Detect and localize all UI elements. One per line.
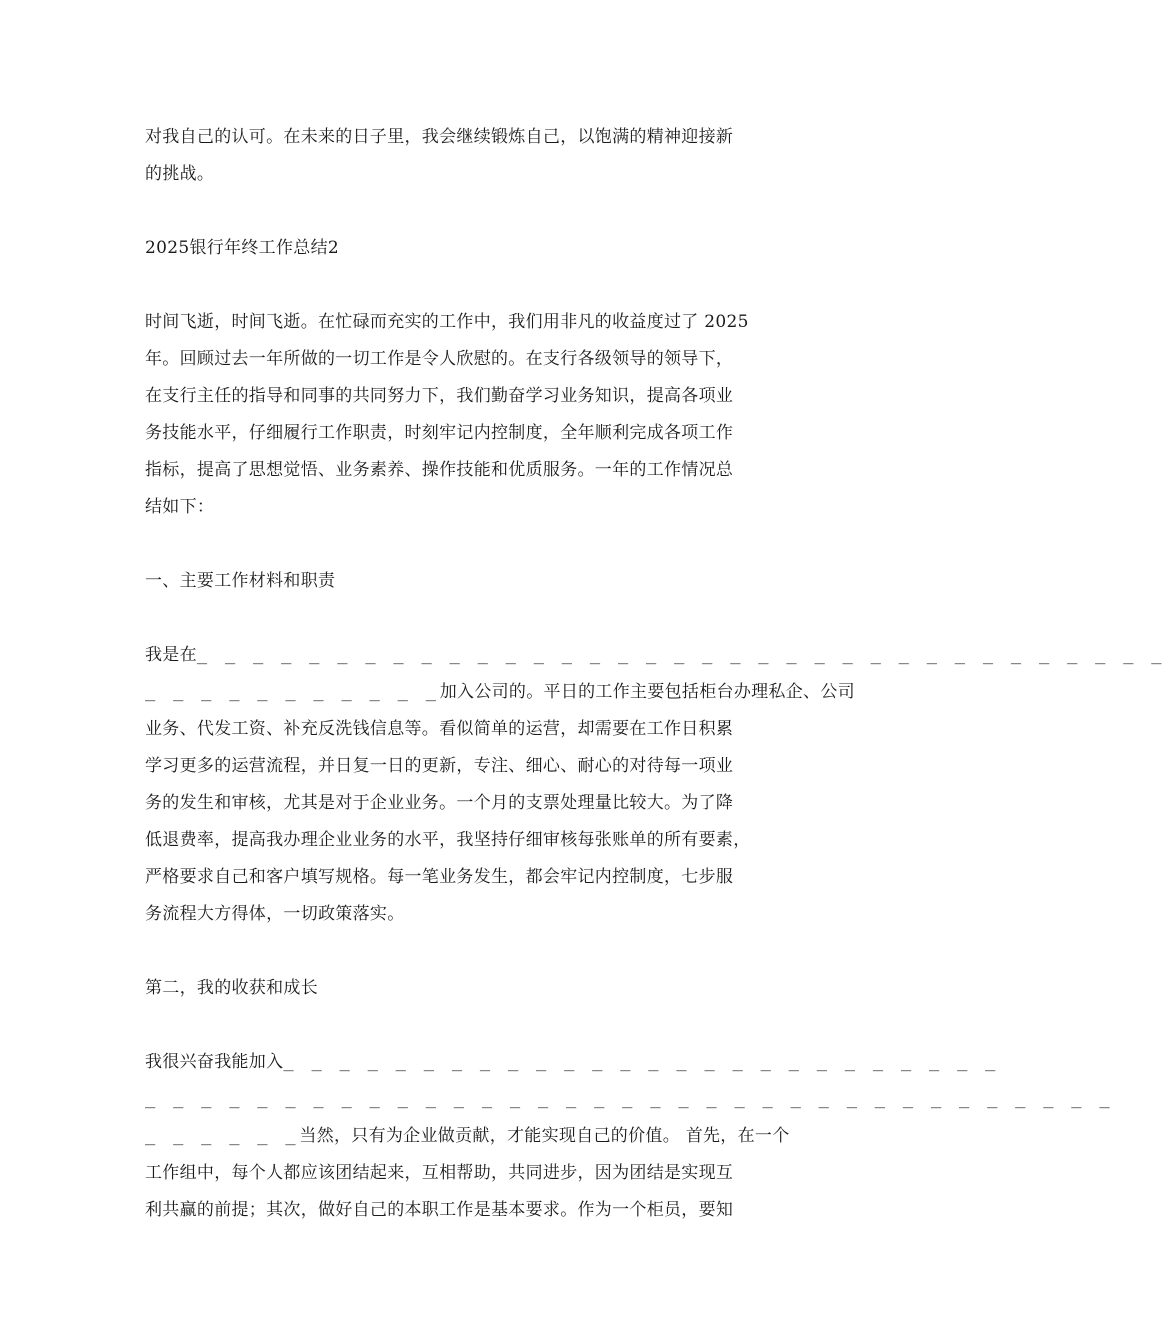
paragraph-line-with-blank (145, 1044, 1000, 1081)
section-heading: 第二，我的收获和成长 (145, 978, 318, 998)
paragraph-text: 我很兴奋我能加入 (145, 1052, 284, 1072)
fill-in-blank: _ _ _ _ _ _ _ _ _ _ _ _ _ _ _ _ _ _ _ _ _ _ _ _ _ _ _ _ _ _ _ _ _ _ _ (196, 645, 1165, 665)
paragraph-line-with-blank (145, 637, 1165, 674)
paragraph-gap (145, 1007, 805, 1044)
paragraph-line: 年。回顾过去一年所做的一切工作是令人欣慰的。在支行各级领导的领导下， (145, 349, 734, 369)
fill-in-blank: _ _ _ _ _ _ _ _ _ _ _ _ _ _ _ _ _ _ _ _ _ _ _ _ _ _ (283, 1052, 1000, 1072)
paragraph-text: 加入公司的。平日的工作主要包括柜台办理私企、公司 (439, 682, 855, 702)
paragraph-line: 工作组中，每个人都应该团结起来，互相帮助，共同进步，因为团结是实现互 (145, 1163, 734, 1183)
paragraph-gap (145, 193, 805, 230)
paragraph-line: 对我自己的认可。在未来的日子里，我会继续锻炼自己，以饱满的精神迎接新 (145, 127, 734, 147)
fill-in-blank: _ _ _ _ _ _ _ _ _ _ _ (145, 682, 440, 702)
paragraph-gap (145, 600, 805, 637)
paragraph-line-with-blank (145, 674, 855, 711)
paragraph-line-with-blank (145, 1118, 805, 1155)
section-title: 2025银行年终工作总结2 (145, 238, 339, 258)
paragraph-gap (145, 526, 805, 563)
paragraph-line: 业务、代发工资、补充反洗钱信息等。看似简单的运营，却需要在工作日积累 (145, 719, 734, 739)
fill-in-blank-line (145, 1081, 1114, 1118)
paragraph-text: 我是在 (145, 645, 197, 665)
paragraph-text: 当然，只有为企业做贡献，才能实现自己的价值。 首先，在一个 (299, 1126, 790, 1146)
paragraph-line: 结如下： (145, 497, 215, 517)
paragraph-line: 的挑战。 (145, 164, 215, 184)
paragraph-line: 学习更多的运营流程，并日复一日的更新，专注、细心、耐心的对待每一项业 (145, 756, 734, 776)
paragraph-line: 严格要求自己和客户填写规格。每一笔业务发生，都会牢记内控制度，七步服 (145, 867, 734, 887)
paragraph-gap (145, 267, 805, 304)
paragraph-line: 务流程大方得体，一切政策落实。 (145, 904, 405, 924)
document-body (145, 119, 1165, 1229)
paragraph-line: 指标，提高了思想觉悟、业务素养、操作技能和优质服务。一年的工作情况总 (145, 460, 734, 480)
fill-in-blank: _ _ _ _ _ _ (145, 1126, 300, 1146)
paragraph-line: 低退费率，提高我办理企业业务的水平，我坚持仔细审核每张账单的所有要素， (145, 830, 751, 850)
paragraph-line: 务技能水平，仔细履行工作职责，时刻牢记内控制度，全年顺利完成各项工作 (145, 423, 734, 443)
section-heading: 一、主要工作材料和职责 (145, 571, 336, 591)
paragraph-line: 务的发生和审核，尤其是对于企业业务。一个月的支票处理量比较大。为了降 (145, 793, 734, 813)
paragraph-line: 时间飞逝，时间飞逝。在忙碌而充实的工作中，我们用非凡的收益度过了 2025 (145, 312, 749, 332)
paragraph-gap (145, 933, 805, 970)
paragraph-line: 在支行主任的指导和同事的共同努力下，我们勤奋学习业务知识，提高各项业 (145, 386, 734, 406)
fill-in-blank: _ _ _ _ _ _ _ _ _ _ _ _ _ _ _ _ _ _ _ _ _ _ _ _ _ _ _ _ _ _ _ _ _ _ _ (145, 1089, 1114, 1109)
paragraph-line: 利共赢的前提；其次，做好自己的本职工作是基本要求。作为一个柜员，要知 (145, 1200, 734, 1220)
